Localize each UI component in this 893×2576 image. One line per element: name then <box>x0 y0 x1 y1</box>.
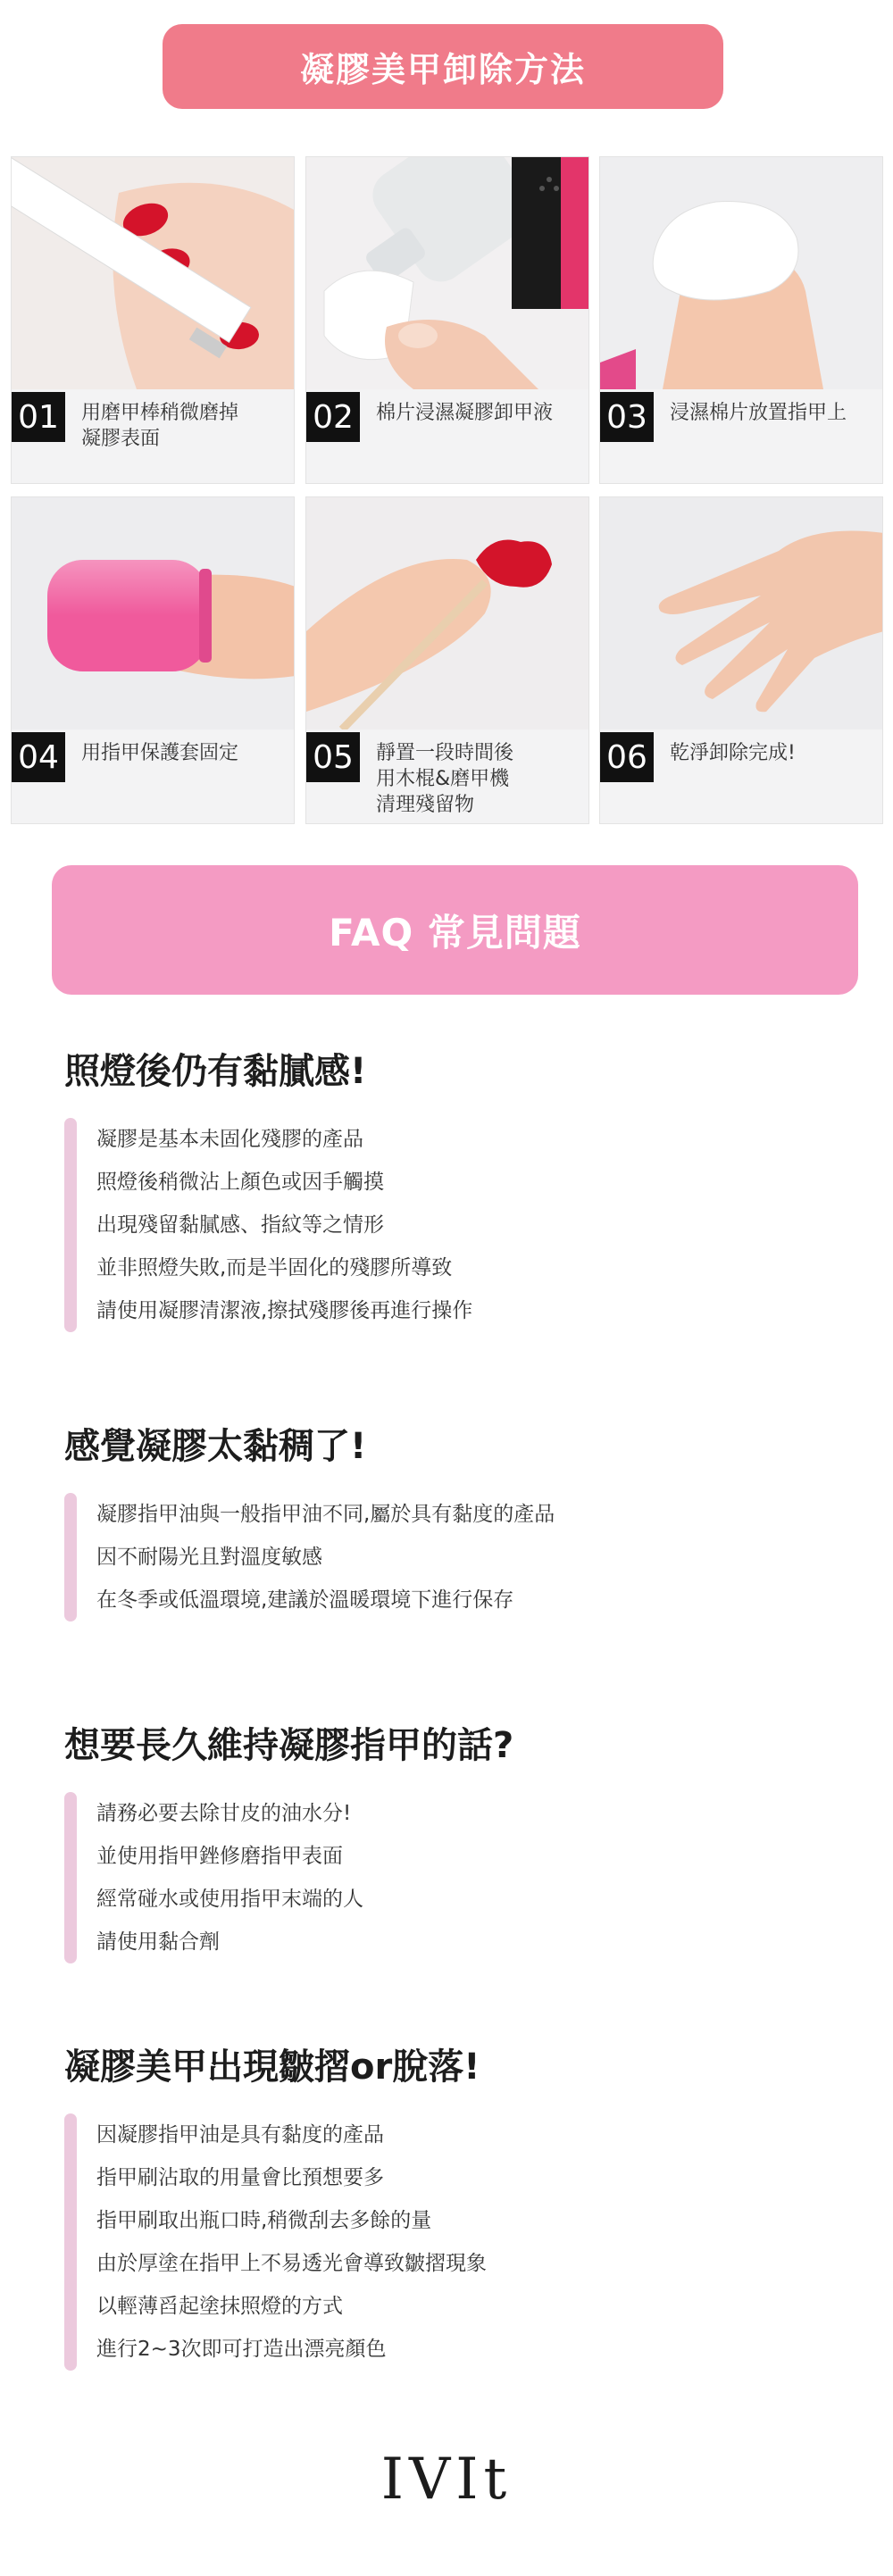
step-02-number: 02 <box>306 392 360 442</box>
faq-4-line: 進行2~3次即可打造出漂亮顏色 <box>96 2338 387 2361</box>
faq-3-line: 請使用黏合劑 <box>96 1930 220 1954</box>
faq-2-line: 凝膠指甲油與一般指甲油不同,屬於具有黏度的產品 <box>96 1503 555 1526</box>
step-01-text: 用磨甲棒稍微磨掉 凝膠表面 <box>81 402 239 450</box>
step-02-photo <box>306 157 588 389</box>
faq-4-body <box>64 2113 850 2371</box>
step-02-text: 棉片浸濕凝膠卸甲液 <box>376 402 554 424</box>
faq-1-line: 出現殘留黏膩感、指紋等之情形 <box>96 1213 384 1237</box>
faq-1-body <box>64 1118 850 1332</box>
faq-section-3 <box>64 1719 850 1963</box>
step-05-number: 05 <box>306 732 360 782</box>
faq-section-1 <box>64 1045 850 1332</box>
step-06-photo <box>600 497 882 729</box>
page-title-banner <box>163 24 723 109</box>
step-card-06 <box>599 496 883 824</box>
faq-section-4 <box>64 2040 850 2371</box>
faq-1-line: 照燈後稍微沾上顏色或因手觸摸 <box>96 1171 384 1194</box>
faq-3-title: 想要長久維持凝膠指甲的話? <box>64 1725 514 1766</box>
faq-banner <box>52 865 858 995</box>
step-card-02 <box>305 156 589 484</box>
faq-3-body <box>64 1792 850 1963</box>
faq-section-2 <box>64 1420 850 1621</box>
faq-2-accent-bar <box>64 1493 77 1621</box>
step-03-number: 03 <box>600 392 654 442</box>
faq-4-line: 因凝膠指甲油是具有黏度的產品 <box>96 2123 384 2147</box>
step-03-photo <box>600 157 882 389</box>
faq-1-line: 請使用凝膠清潔液,擦拭殘膠後再進行操作 <box>96 1299 473 1322</box>
faq-4-line: 由於厚塗在指甲上不易透光會導致皺摺現象 <box>96 2252 487 2275</box>
faq-2-title: 感覺凝膠太黏稠了! <box>64 1426 367 1467</box>
faq-3-line: 經常碰水或使用指甲末端的人 <box>96 1888 363 1911</box>
step-01-photo <box>12 157 294 389</box>
faq-4-accent-bar <box>64 2113 77 2371</box>
step-06-number: 06 <box>600 732 654 782</box>
faq-1-title: 照燈後仍有黏膩感! <box>64 1051 367 1092</box>
step-04-number: 04 <box>12 732 65 782</box>
step-06-text: 乾淨卸除完成! <box>670 742 796 764</box>
page-title: 凝膠美甲卸除方法 <box>299 50 586 89</box>
brand-logo: IVIt <box>380 2447 513 2513</box>
step-card-04 <box>11 496 295 824</box>
faq-1-line: 並非照燈失敗,而是半固化的殘膠所導致 <box>96 1256 453 1280</box>
faq-1-line: 凝膠是基本未固化殘膠的產品 <box>96 1128 363 1151</box>
faq-4-line: 以輕薄舀起塗抹照燈的方式 <box>96 2295 343 2318</box>
step-01-number: 01 <box>12 392 65 442</box>
step-05-text: 靜置一段時間後 用木棍&磨甲機 清理殘留物 <box>376 742 514 816</box>
faq-3-accent-bar <box>64 1792 77 1963</box>
faq-2-body <box>64 1493 850 1621</box>
step-card-05 <box>305 496 589 824</box>
faq-1-accent-bar <box>64 1118 77 1332</box>
step-04-text: 用指甲保護套固定 <box>81 742 239 764</box>
faq-2-line: 在冬季或低溫環境,建議於溫暖環境下進行保存 <box>96 1588 514 1612</box>
step-05-photo <box>306 497 588 729</box>
removal-steps-grid <box>11 156 890 828</box>
step-04-photo <box>12 497 294 729</box>
faq-3-line: 並使用指甲銼修磨指甲表面 <box>96 1845 343 1868</box>
faq-2-line: 因不耐陽光且對溫度敏感 <box>96 1546 322 1569</box>
step-card-03 <box>599 156 883 484</box>
faq-banner-title: FAQ 常見問題 <box>329 910 581 955</box>
step-card-01 <box>11 156 295 484</box>
faq-4-line: 指甲刷沾取的用量會比預想要多 <box>96 2166 384 2189</box>
faq-3-line: 請務必要去除甘皮的油水分! <box>96 1802 352 1825</box>
faq-4-line: 指甲刷取出瓶口時,稍微刮去多餘的量 <box>96 2209 432 2232</box>
faq-4-title: 凝膠美甲出現皺摺or脫落! <box>64 2047 480 2088</box>
step-03-text: 浸濕棉片放置指甲上 <box>670 402 847 424</box>
